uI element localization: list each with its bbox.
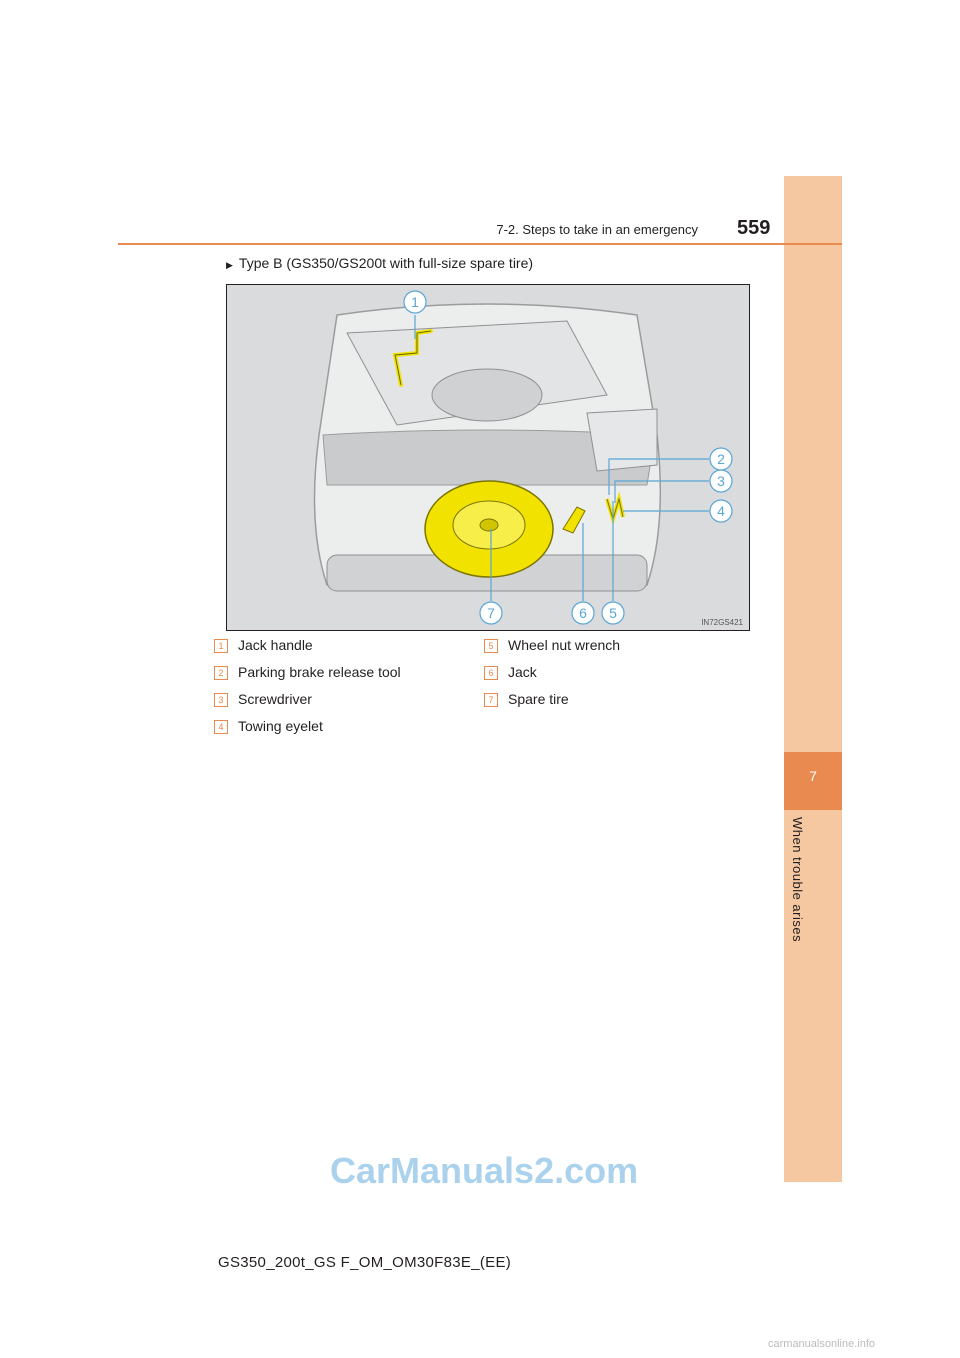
legend-label: Screwdriver	[238, 691, 312, 707]
callout-5: 5	[609, 605, 617, 621]
legend-item	[484, 691, 569, 707]
legend-label: Wheel nut wrench	[508, 637, 621, 653]
header-rule	[118, 243, 842, 245]
chapter-side-tab	[784, 176, 842, 1182]
footer-code: GS350_200t_GS F_OM_OM30F83E_(EE)	[218, 1254, 512, 1271]
callout-7: 7	[487, 605, 495, 621]
legend-label: Spare tire	[508, 691, 569, 707]
page-number: 559	[737, 217, 771, 239]
legend-number: 6	[484, 666, 498, 680]
legend-number: 1	[214, 639, 228, 653]
legend-item	[214, 718, 323, 734]
legend-item	[484, 664, 537, 680]
callout-2: 2	[717, 451, 725, 467]
legend-label: Jack handle	[238, 637, 313, 653]
spare-tire-hub	[480, 519, 498, 531]
trunk-illustration-svg	[227, 285, 749, 630]
legend-label: Jack	[508, 664, 537, 680]
type-heading	[226, 255, 533, 271]
legend-item	[214, 664, 401, 680]
side-cover	[587, 409, 657, 471]
section-title: 7-2. Steps to take in an emergency	[496, 222, 698, 237]
callout-3: 3	[717, 473, 725, 489]
watermark-logo: CarManuals2.com	[330, 1150, 639, 1191]
callout-4: 4	[717, 503, 725, 519]
chapter-title: When trouble arises	[790, 817, 805, 943]
legend-item	[484, 637, 620, 653]
type-heading-text: Type B (GS350/GS200t with full-size spare tire)	[238, 255, 534, 271]
triangle-bullet-icon: ▶	[226, 260, 233, 270]
legend-number: 5	[484, 639, 498, 653]
legend-number: 2	[214, 666, 228, 680]
legend-label: Parking brake release tool	[238, 664, 401, 680]
callout-1: 1	[411, 294, 419, 310]
callout-6: 6	[579, 605, 587, 621]
legend-item	[214, 637, 313, 653]
legend-label: Towing eyelet	[238, 718, 323, 734]
legend-number: 4	[214, 720, 228, 734]
figure-code: IN72GS421	[701, 618, 743, 627]
legend-number: 3	[214, 693, 228, 707]
legend-number: 7	[484, 693, 498, 707]
legend-item	[214, 691, 312, 707]
site-watermark: carmanualsonline.info	[768, 1338, 876, 1350]
trunk-illustration	[226, 284, 750, 631]
tire-well	[432, 369, 542, 421]
chapter-number: 7	[809, 768, 817, 784]
